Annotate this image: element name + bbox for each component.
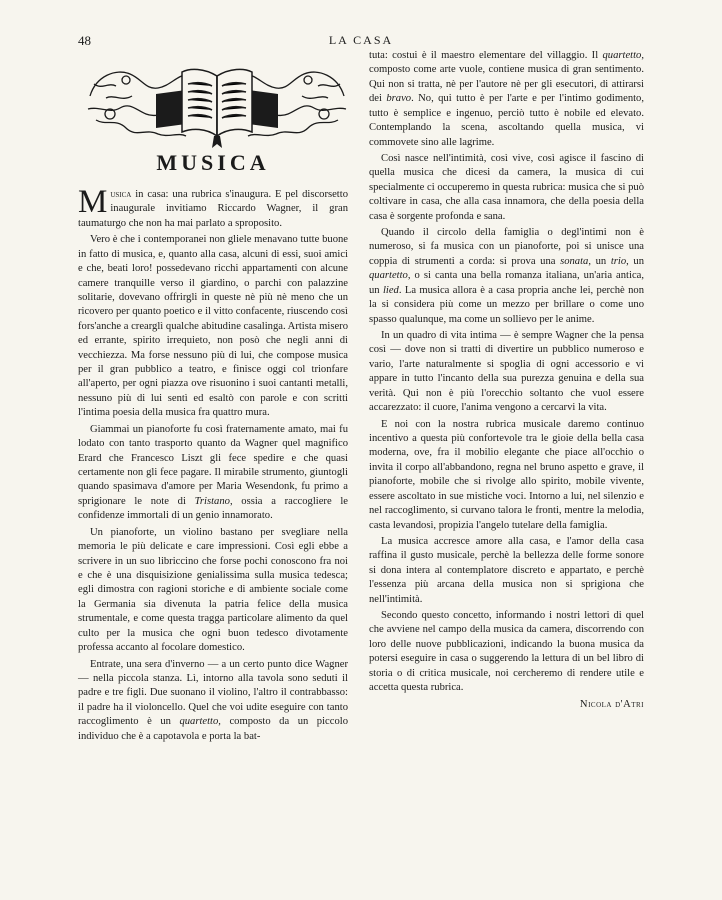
paragraph: Entrate, una sera d'inverno — a un certo punto dice Wagner — nella piccola stanza. Lì, intorno alla tavola sono seduti il padre e tre figli. Due suonano il violino, l'altro il contrabbasso: il padre ha il violoncello. Quel che voi udite eseguire con tanto raccoglimento è un quartetto, composto da un piccolo individuo che è a capotavola e porta la bat- bbox=[78, 658, 348, 742]
paragraph: Così nasce nell'intimità, così vive, così agisce il fascino di quella musica che dicesi da camera, la musica di cui specialmente ci occuperemo in questa rubrica: musica che si può coltivare in casa, che alla casa innamora, che della poesia della casa è sorgente profonda e sana. bbox=[369, 152, 644, 222]
running-title: LA CASA bbox=[328, 33, 394, 47]
page-number: 48 bbox=[78, 33, 91, 48]
paragraph: La musica accresce amore alla casa, e l'amor della casa raffina il gusto musicale, perchè la bellezza delle forme sonore si dona intera al contemplatore discreto e appartato, e perchè l'essenza più arcana della musica non si sprigiona che nell'intimità. bbox=[369, 535, 644, 605]
paragraph: Quando il circolo della famiglia o degl'intimi non è numeroso, si fa musica con un pianoforte, poi si unisce una coppia di strumenti a corda: si prova una sonata, un trio, un quartetto, o si canta una bella romanza italiana, un'aria antica, un lied. La musica allora è a casa propria anche lei, perchè non la si considera più come un mezzo per brillare o come uno spasso qualunque, ma come un sollievo per le anime. bbox=[369, 227, 644, 325]
paragraph: Giammai un pianoforte fu così fraternamente amato, mai fu lodato con tanto trasporto quanto da Wagner quel magnifico Erard che Francesco Liszt gli fece spedire e che quasi certamente non gli fece pagare. Il mirabile strumento, giuntogli quando spasimava d'amore per Maria Wesendonk, fu primo a sprigionare le note di Tristano, ossia a raccogliere le confidenze immortali di un genio innamorato. bbox=[78, 423, 349, 522]
paragraph: Un pianoforte, un violino bastano per svegliare nella memoria le più delicate e care impressioni. Così egli ebbe a scrivere in un suo libriccino che forse pochi conoscono fra noi e che è una disquisizione genialissima sulla musica tedesca; egli dimostra con ragioni storiche e di ambiente sociale come la Germania sia divenuta la patria felice della musica strumentale, e come questa tragga particolare alimento da quel culto per la musica che ogni buon tedesco divotamente professa accanto al focolare domestico. bbox=[78, 526, 348, 654]
left-column bbox=[78, 184, 349, 746]
book-with-ribbons-ornament-icon bbox=[86, 54, 348, 149]
right-column bbox=[369, 49, 644, 712]
paragraph: tuta: costui è il maestro elementare del villaggio. Il quartetto, composto come arte vuole, contiene musica di gran sentimento. Qui non si tratta, nè per l'autore nè per gli esecutori, di attirarsi dei bravo. No, qui tutto è per l'arte e per l'intimo godimento, tutto è semplice e ingenuo, perciò tutto è nobile ed elevato. Contemplando la scena, ascoltando quella musica, vi commovete sino alle lagrime. bbox=[369, 50, 645, 148]
drop-cap: M bbox=[78, 184, 108, 220]
paragraph: Musica in casa: una rubrica s'inaugura. E pel discorsetto inaugurale invitiamo Riccardo Wagner, il gran taumaturgo che non ha mai parlato a sproposito. bbox=[78, 184, 348, 229]
paragraph: Vero è che i contemporanei non gliele menavano tutte buone in fatto di musica, e, quanto alla casa, alcuni di essi, suoi amici e che, beati loro! possedevano ricchi appartamenti con alcune camere tranquille verso il giardino, o parchi con palazzine solitarie, dovevano offrirgli in queste nè più nè meno che un ricovero per quanto poetico e il vitto confacente, riuscendo così fors'anche a crearglì qualche abitudine casalinga. Artista misero ed errante, spirito irrequieto, non posò che negli anni di vecchiezza. Ma forse nessuno più di lui, che compose musica per il gran pubblico a teatro, e finisce oggi col trionfare all'aperto, per ogni piazza ove risuonino i suoi cantanti metalli, nessuno più di lui sentì ed esaltò con parole e con scritti l'intima poesia della musica fra quattro mura. bbox=[78, 234, 348, 419]
author-signature: Nicola d'Atri bbox=[579, 698, 644, 710]
paragraph: Secondo questo concetto, informando i nostri lettori di quel che avviene nel campo della musica da camera, discorrendo con loro delle nuove pubblicazioni, indicando la buona musica da potersi eseguire in casa o suggerendo la lettura di un bel libro di storia o di critica musicale, noi cercheremo di rendere utile e accetta questa rubrica. bbox=[369, 610, 644, 694]
paragraph: In un quadro di vita intima — è sempre Wagner che la pensa così — dove non si tratti di divertire un pubblico numeroso e vario, l'arte naturalmente si spoglia di ogni accessorio e vi appare in tutto l'incanto della sua purezza genuina e della sua verità. Qui non è più l'orecchio soltanto che vuol essere accarezzato: il cuore, l'anima vengono a cercarvi la vita. bbox=[369, 330, 644, 414]
paragraph: E noi con la nostra rubrica musicale daremo continuo incentivo a questa più confortevole tra le gioie della bella casa moderna, ove, fra il mobilio elegante che piace all'occhio o invita il corpo all'abbandono, regna nel bruno aspetto e grave, il pianoforte, mobile che si rivolge allo spirito, mobile vivente, essere ascoltato in sue mistiche voci. Intorno a lui, nel silenzio e nel raccoglimento, si curvano talora le fronti, mentre la melodia, casta levandosi, propizia l'angelo tutelare della famiglia. bbox=[369, 418, 644, 531]
section-title: MUSICA bbox=[156, 150, 270, 175]
